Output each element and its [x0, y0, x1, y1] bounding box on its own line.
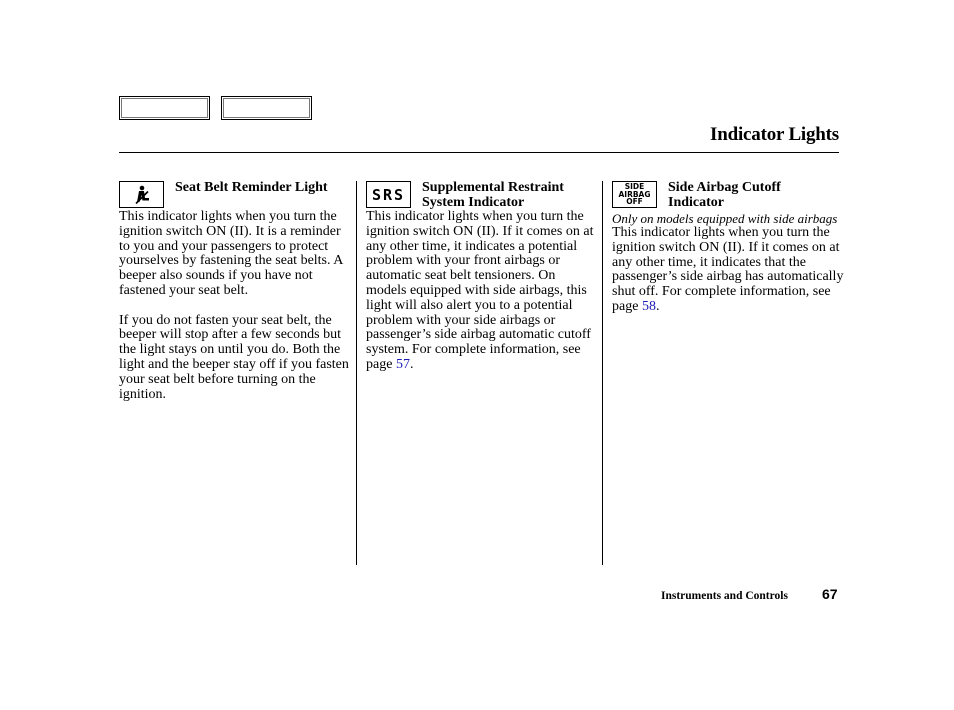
- icon-label-line: AIRBAG: [618, 189, 651, 199]
- model-note: Only on models equipped with side airbags: [612, 211, 838, 226]
- page-number: 67: [822, 586, 838, 602]
- body-paragraph: If you do not fasten your seat belt, the beeper will stop after a few seconds but the light stays on until you do. Both the light and the beeper stay off if you fasten your seat belt before turning on the ignition.: [119, 312, 349, 402]
- footer-section-title: Instruments and Controls: [661, 590, 788, 602]
- paragraph-text: This indicator lights when you turn the ignition switch ON (II). If it comes on at any other time, it indicates that the passenger’s side airbag has automatically shut off. For complete information, see page: [612, 225, 844, 314]
- column-divider: [602, 181, 603, 565]
- paragraph-tail: .: [655, 298, 660, 314]
- body-paragraph: [612, 226, 844, 315]
- column-divider: [356, 181, 357, 565]
- section-heading: Side Airbag Cutoff Indicator: [668, 180, 781, 210]
- page-title: Indicator Lights: [710, 124, 839, 145]
- nav-box-contents[interactable]: [119, 96, 210, 120]
- body-paragraph: This indicator lights when you turn the ignition switch ON (II). It is a reminder to you and your passengers to protect yourselves by fastening the seat belts. A beeper also sounds if you have not fastened your seat belt.: [119, 209, 343, 298]
- side-airbag-section: [612, 180, 844, 315]
- seat-belt-icon: [119, 181, 164, 208]
- section-heading: Seat Belt Reminder Light: [175, 180, 328, 195]
- paragraph-tail: .: [409, 356, 414, 372]
- icon-label-line: OFF: [626, 197, 643, 207]
- srs-icon-label: SRS: [371, 185, 406, 204]
- body-paragraph: [366, 210, 598, 373]
- srs-section: [366, 180, 598, 373]
- page-link[interactable]: 58: [641, 298, 656, 314]
- title-rule: [119, 152, 839, 153]
- section-heading: Supplemental Restraint System Indicator: [422, 180, 564, 210]
- page-link[interactable]: 57: [395, 356, 410, 372]
- nav-box-index[interactable]: [221, 96, 312, 120]
- srs-icon: [366, 181, 411, 208]
- icon-label-line: SIDE: [624, 182, 645, 192]
- paragraph-text: This indicator lights when you turn the ignition switch ON (II). If it comes on at any other time, it indicates a potential problem with your front airbags or automatic seat belt tensioners. On models equipped with side airbags, this light will also alert you to a potential problem with your side airbags or passenger’s side airbag automatic cutoff system. For complete information, see page: [366, 209, 594, 372]
- seat-belt-section: [119, 180, 351, 402]
- side-airbag-off-icon: [612, 181, 657, 208]
